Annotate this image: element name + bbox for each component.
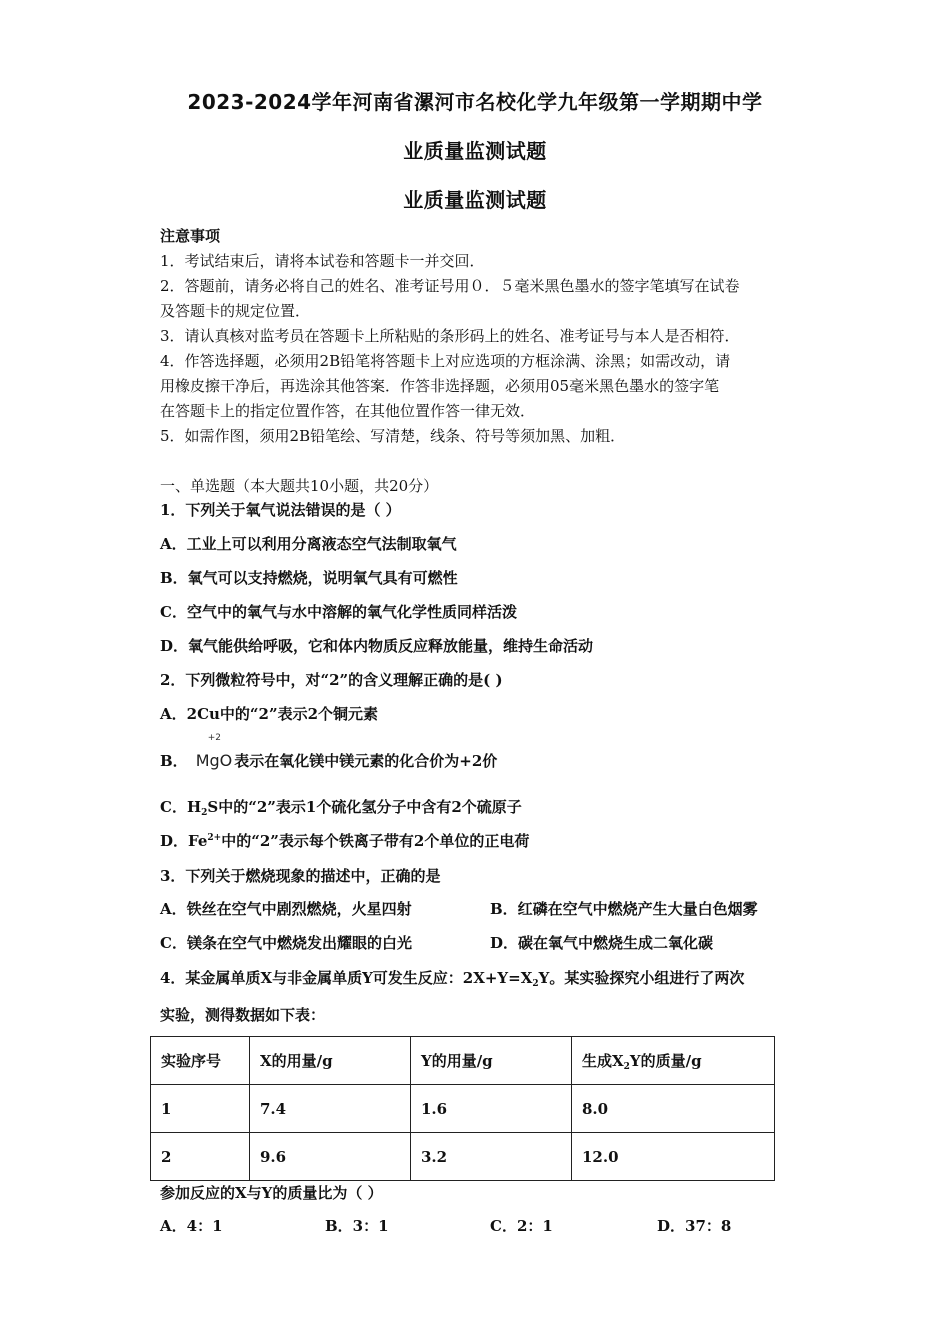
notes-item-4-cont-2: 在答题卡上的指定位置作答，在其他位置作答一律无效． xyxy=(160,402,536,420)
question-2-option-a: A．2Cu中的“2”表示2个铜元素 xyxy=(160,705,379,723)
question-4-stem xyxy=(160,967,744,989)
table-header-cell: 实验序号 xyxy=(151,1037,250,1085)
stem-text-post: Y。某实验探究小组进行了两次 xyxy=(538,969,745,987)
question-4-stem-line-2: 实验，测得数据如下表： xyxy=(160,1006,326,1024)
table-header-cell: Y的用量/g xyxy=(411,1037,572,1085)
option-b-text: 表示在氧化镁中镁元素的化合价为+2价 xyxy=(234,752,498,770)
notes-item-4: 4．作答选择题，必须用2B铅笔将答题卡上对应选项的方框涂满、涂黑；如需改动，请 xyxy=(160,352,731,370)
notes-item-2: 2．答题前，请务必将自己的姓名、准考证号用０．５毫米黑色墨水的签字笔填写在试卷 xyxy=(160,277,740,295)
question-4-option-c: C．2：1 xyxy=(490,1217,553,1235)
notes-item-2-cont: 及答题卡的规定位置． xyxy=(160,302,311,320)
mgo-formula xyxy=(195,733,233,772)
notes-item-1: 1．考试结束后，请将本试卷和答题卡一并交回． xyxy=(160,252,485,270)
question-4-option-b: B．3：1 xyxy=(325,1217,389,1235)
question-2-option-d xyxy=(160,830,529,852)
header-text-post: Y的质量/g xyxy=(629,1052,702,1070)
title-line-3: 业质量监测试题 xyxy=(403,188,547,212)
option-d-text-post: 中的“2”表示每个铁离子带有2个单位的正电荷 xyxy=(221,832,530,850)
notes-heading: 注意事项 xyxy=(160,227,221,245)
table-row xyxy=(151,1133,775,1181)
notes-item-3: 3．请认真核对监考员在答题卡上所粘贴的条形码上的姓名、准考证号与本人是否相符． xyxy=(160,327,740,345)
table-row xyxy=(151,1085,775,1133)
question-3-option-a: A．铁丝在空气中剧烈燃烧，火星四射 xyxy=(160,900,412,918)
table-cell: 1 xyxy=(151,1085,250,1133)
question-4-prompt: 参加反应的X与Y的质量比为（ ） xyxy=(160,1184,383,1202)
question-1-option-c: C．空气中的氧气与水中溶解的氧气化学性质同样活泼 xyxy=(160,603,517,621)
option-b-label: B． xyxy=(160,752,188,770)
option-c-text-pre: C．H xyxy=(160,798,202,816)
question-3-stem: 3．下列关于燃烧现象的描述中，正确的是 xyxy=(160,867,441,885)
table-cell: 7.4 xyxy=(250,1085,411,1133)
table-cell: 9.6 xyxy=(250,1133,411,1181)
question-1-option-d: D．氧气能供给呼吸，它和体内物质反应释放能量，维持生命活动 xyxy=(160,637,594,655)
experiment-table xyxy=(150,1036,775,1181)
option-c-text-post: S中的“2”表示1个硫化氢分子中含有2个硫原子 xyxy=(207,798,522,816)
question-1-option-b: B．氧气可以支持燃烧，说明氧气具有可燃性 xyxy=(160,569,458,587)
notes-item-4-cont-1: 用橡皮擦干净后，再选涂其他答案．作答非选择题，必须用05毫米黑色墨水的签字笔 xyxy=(160,377,720,395)
question-4-option-d: D．37：8 xyxy=(657,1217,732,1235)
header-text-pre: 生成X xyxy=(582,1052,624,1070)
section-heading: 一、单选题（本大题共10小题，共20分） xyxy=(160,477,439,495)
valence-mark: +2 xyxy=(207,733,221,743)
title-line-2: 业质量监测试题 xyxy=(403,139,547,163)
question-2-option-b xyxy=(160,733,498,772)
superscript: 2+ xyxy=(207,833,222,843)
question-3-option-b: B．红磷在空气中燃烧产生大量白色烟雾 xyxy=(490,900,758,918)
stem-text-pre: 4．某金属单质X与非金属单质Y可发生反应：2X+Y=X xyxy=(160,969,533,987)
table-cell: 1.6 xyxy=(411,1085,572,1133)
mgo-symbol: MgO xyxy=(195,751,233,770)
question-4-option-a: A．4：1 xyxy=(160,1217,223,1235)
option-d-text-pre: D．Fe xyxy=(160,832,208,850)
question-3-option-c: C．镁条在空气中燃烧发出耀眼的白光 xyxy=(160,934,412,952)
subscript: 2 xyxy=(532,979,539,989)
title-line-1: 2023-2024学年河南省漯河市名校化学九年级第一学期期中学 xyxy=(187,90,763,114)
question-2-stem: 2．下列微粒符号中，对“2”的含义理解正确的是( ) xyxy=(160,671,503,689)
table-cell: 3.2 xyxy=(411,1133,572,1181)
subscript: 2 xyxy=(623,1062,630,1072)
table-cell: 2 xyxy=(151,1133,250,1181)
table-cell: 12.0 xyxy=(572,1133,775,1181)
subscript: 2 xyxy=(201,808,208,818)
question-3-option-d: D．碳在氧气中燃烧生成二氧化碳 xyxy=(490,934,714,952)
question-2-option-c xyxy=(160,796,522,818)
question-1-option-a: A．工业上可以利用分离液态空气法制取氧气 xyxy=(160,535,457,553)
table-header-cell: X的用量/g xyxy=(250,1037,411,1085)
table-header-cell xyxy=(572,1037,775,1085)
notes-item-5: 5．如需作图，须用2B铅笔绘、写清楚，线条、符号等须加黑、加粗． xyxy=(160,427,626,445)
question-1-stem: 1．下列关于氧气说法错误的是（ ） xyxy=(160,501,401,519)
table-header-row xyxy=(151,1037,775,1085)
table-cell: 8.0 xyxy=(572,1085,775,1133)
